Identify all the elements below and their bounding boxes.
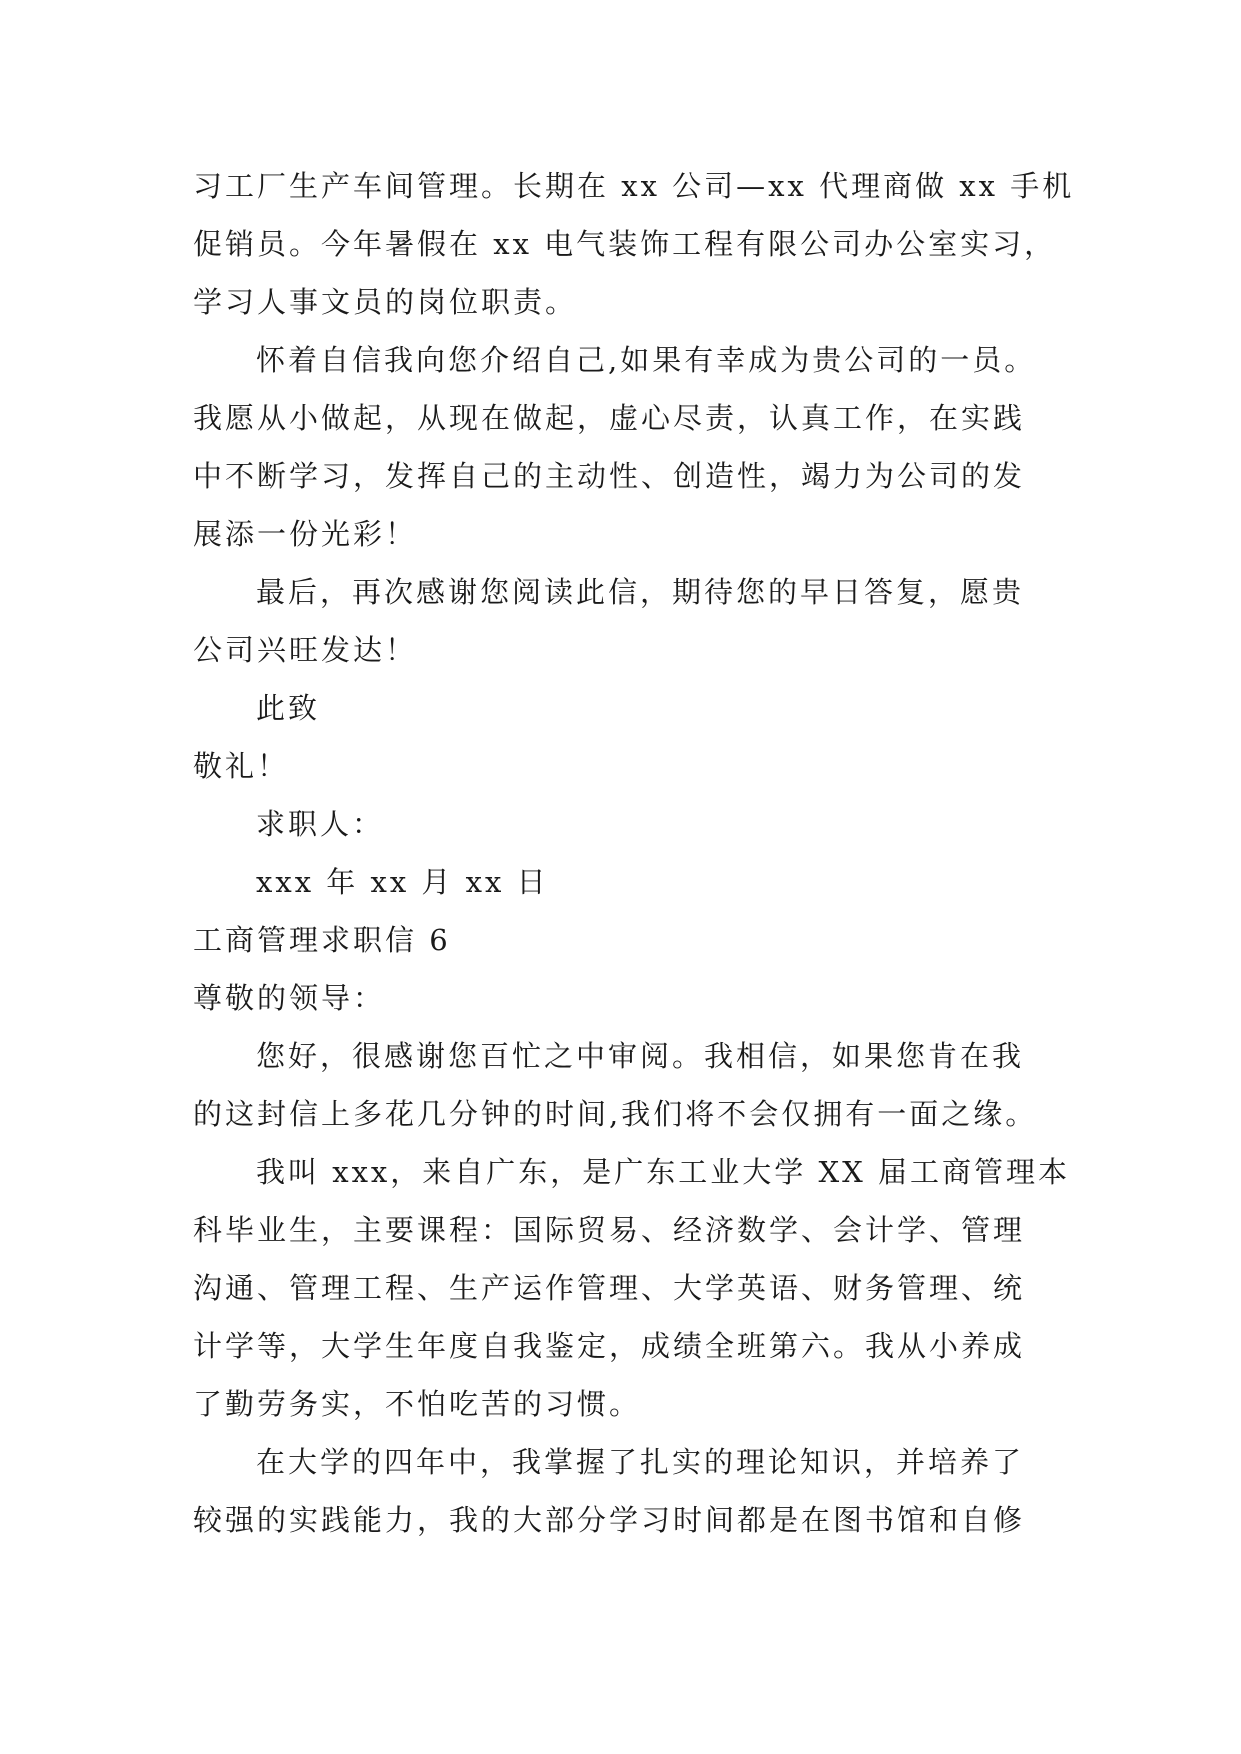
paragraph-first-line: 最后，再次感谢您阅读此信，期待您的早日答复，愿贵 xyxy=(256,575,1025,609)
text-line: 沟通、管理工程、生产运作管理、大学英语、财务管理、统 xyxy=(193,1271,1026,1305)
text-line: 中不断学习，发挥自己的主动性、创造性，竭力为公司的发 xyxy=(193,459,1026,493)
text-line: 促销员。今年暑假在 xx 电气装饰工程有限公司办公室实习， xyxy=(193,227,1057,261)
applicant-label: 求职人： xyxy=(256,807,385,841)
greeting: 尊敬的领导： xyxy=(193,981,386,1015)
text-line: 计学等，大学生年度自我鉴定，成绩全班第六。我从小养成 xyxy=(193,1329,1026,1363)
text-line: 较强的实践能力，我的大部分学习时间都是在图书馆和自修 xyxy=(193,1503,1026,1537)
paragraph-first-line: 您好，很感谢您百忙之中审阅。我相信，如果您肯在我 xyxy=(256,1039,1025,1073)
text-line: 习工厂生产车间管理。长期在 xx 公司—xx 代理商做 xx 手机 xyxy=(193,169,1075,203)
text-line: 展添一份光彩！ xyxy=(193,517,418,551)
text-line: 了勤劳务实，不怕吃苦的习惯。 xyxy=(193,1387,642,1421)
text-line: 的这封信上多花几分钟的时间,我们将不会仅拥有一面之缘。 xyxy=(193,1097,1038,1131)
text-line: 学习人事文员的岗位职责。 xyxy=(193,285,578,319)
paragraph-first-line: 怀着自信我向您介绍自己,如果有幸成为贵公司的一员。 xyxy=(256,343,1037,377)
text-line: 科毕业生，主要课程：国际贸易、经济数学、会计学、管理 xyxy=(193,1213,1026,1247)
letter-heading: 工商管理求职信 6 xyxy=(193,923,451,957)
paragraph-first-line: 我叫 xxx，来自广东，是广东工业大学 XX 届工商管理本 xyxy=(256,1155,1071,1189)
text-line: 我愿从小做起，从现在做起，虚心尽责，认真工作，在实践 xyxy=(193,401,1026,435)
closing-phrase: 此致 xyxy=(256,691,321,725)
date-line: xxx 年 xx 月 xx 日 xyxy=(256,865,549,899)
text-line: 公司兴旺发达！ xyxy=(193,633,418,667)
paragraph-first-line: 在大学的四年中，我掌握了扎实的理论知识，并培养了 xyxy=(256,1445,1025,1479)
salutation-closing: 敬礼！ xyxy=(193,749,290,783)
